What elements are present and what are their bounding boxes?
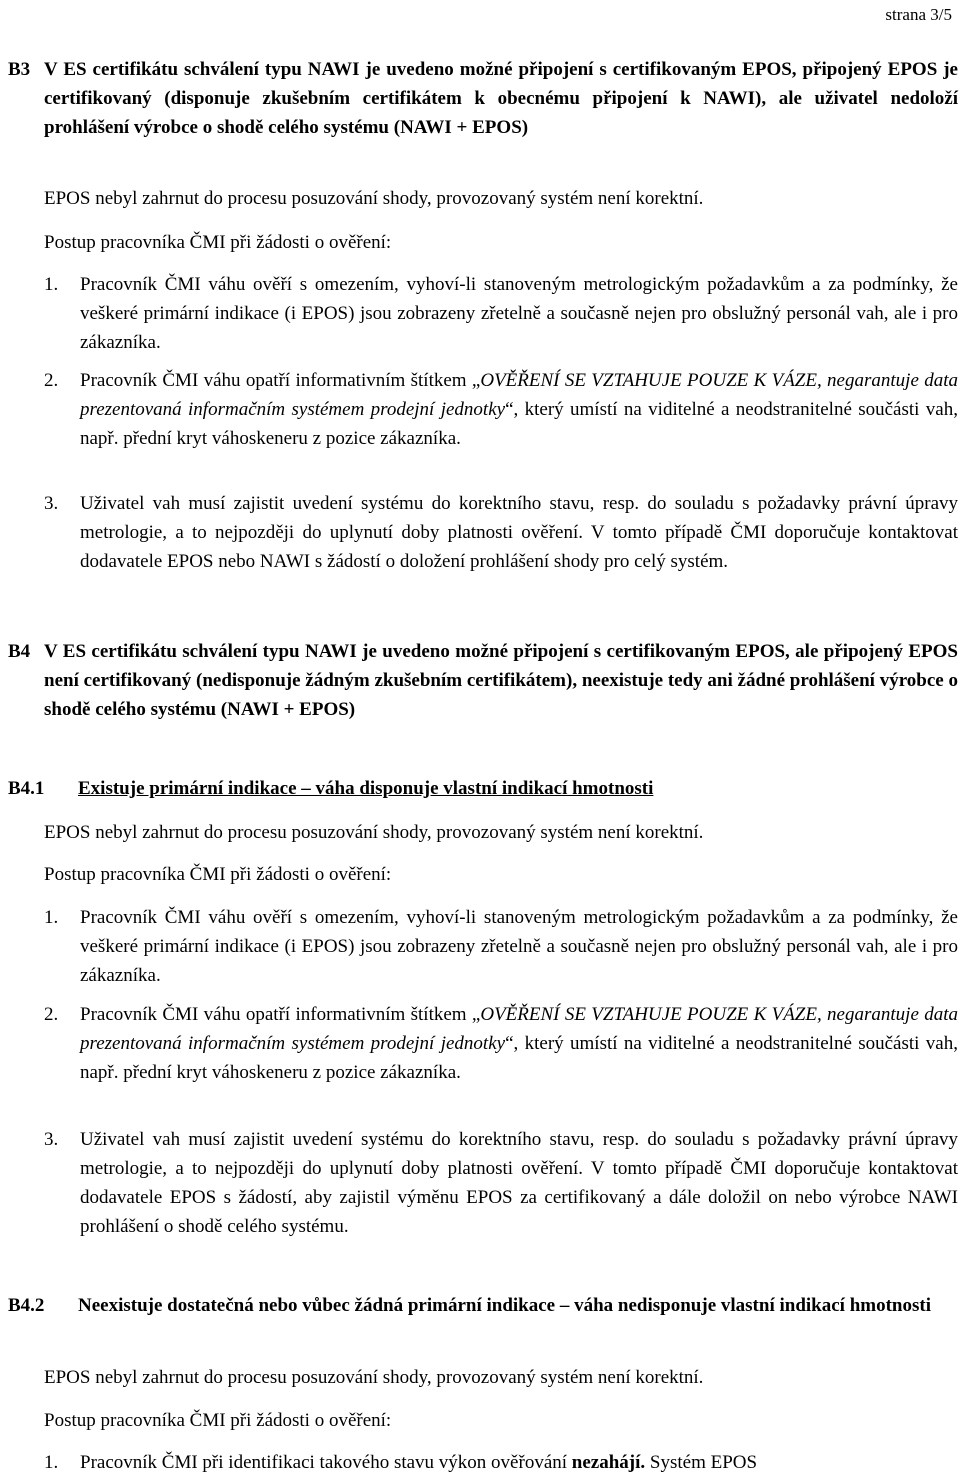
b42-list-item-1 (44, 1448, 958, 1477)
list-text-pre: Pracovník ČMI při identifikaci takového stavu výkon ověřování (80, 1452, 572, 1473)
list-text-pre: Pracovník ČMI váhu opatří informativním štítkem „ (80, 370, 481, 391)
list-number: 1. (44, 1452, 59, 1473)
list-text-post: Systém EPOS (645, 1452, 758, 1473)
b41-list-item-1 (44, 903, 958, 990)
section-b3-title: V ES certifikátu schválení typu NAWI je uvedeno možné připojení s certifikovaným EPOS, připojený EPOS je certifikovaný (disponuje zkušebním certifikátem k obecnému připojení k NAWI), ale uživatel nedoloží prohlášení výrobce o shodě celého systému (NAWI + EPOS) (44, 59, 958, 138)
section-b42-note: EPOS nebyl zahrnut do procesu posuzování shody, provozovaný systém není korektní. (44, 1367, 704, 1388)
section-b4-code: B4 (8, 641, 31, 662)
section-b41-note: EPOS nebyl zahrnut do procesu posuzování shody, provozovaný systém není korektní. (44, 822, 704, 843)
list-text-post: “, který umístí na viditelné a neodstranitelné součásti vah, např. přední kryt váhoskeneru z pozice zákazníka. (80, 1033, 958, 1083)
section-b3-procedure-label: Postup pracovníka ČMI při žádosti o ověření: (44, 232, 392, 253)
section-b41-title (78, 774, 958, 803)
section-b42-code: B4.2 (8, 1295, 45, 1316)
list-number: 2. (44, 1004, 59, 1025)
section-b4-title: V ES certifikátu schválení typu NAWI je uvedeno možné připojení s certifikovaným EPOS, ale připojený EPOS není certifikovaný (nedisponuje žádným zkušebním certifikátem), neexistuje tedy ani žádné prohlášení výrobce o shodě celého systému (NAWI + EPOS) (44, 641, 958, 720)
list-number: 1. (44, 274, 59, 295)
section-b3-note: EPOS nebyl zahrnut do procesu posuzování shody, provozovaný systém není korektní. (44, 188, 704, 209)
list-text-pre: Pracovník ČMI váhu opatří informativním štítkem „ (80, 1004, 481, 1025)
section-b42-procedure-label: Postup pracovníka ČMI při žádosti o ověření: (44, 1410, 392, 1431)
section-b41-procedure-label: Postup pracovníka ČMI při žádosti o ověření: (44, 864, 392, 885)
list-number: 3. (44, 493, 59, 514)
section-b42-title: Neexistuje dostatečná nebo vůbec žádná primární indikace – váha nedisponuje vlastní indikací hmotnosti (78, 1295, 931, 1316)
b41-list-item-2 (44, 1000, 958, 1087)
list-number: 3. (44, 1129, 59, 1150)
list-text (80, 366, 958, 453)
section-b41-title-text: Existuje primární indikace – váha disponuje vlastní indikací hmotnosti (78, 778, 654, 799)
list-text: Pracovník ČMI váhu ověří s omezením, vyhoví-li stanoveným metrologickým požadavkům a za podmínky, že veškeré primární indikace (i EPOS) jsou zobrazeny zřetelně a současně nejen pro obslužný personál vah, ale i pro zákazníka. (80, 907, 958, 986)
section-b41-code: B4.1 (8, 778, 45, 799)
b3-list-item-3 (44, 489, 958, 576)
label-quote: OVĚŘENÍ SE VZTAHUJE POUZE K VÁZE, negarantuje data prezentovaná informačním systémem prodejní jednotky (80, 370, 958, 420)
list-text (80, 1448, 958, 1477)
list-text: Pracovník ČMI váhu ověří s omezením, vyhoví-li stanoveným metrologickým požadavkům a za podmínky, že veškeré primární indikace (i EPOS) jsou zobrazeny zřetelně a současně nejen pro obslužný personál vah, ale i pro zákazníka. (80, 274, 958, 353)
section-b3-code: B3 (8, 59, 31, 80)
page-number: strana 3/5 (885, 5, 952, 24)
list-text: Uživatel vah musí zajistit uvedení systému do korektního stavu, resp. do souladu s požadavky právní úpravy metrologie, a to nejpozději do uplynutí doby platnosti ověření. V tomto případě ČMI doporučuje kontaktovat dodavatele EPOS nebo NAWI s žádostí o doložení prohlášení shody pro celý systém. (80, 493, 958, 572)
list-number: 1. (44, 907, 59, 928)
list-text-bold: nezahájí. (571, 1452, 646, 1473)
b3-list-item-2 (44, 366, 958, 453)
b3-list-item-1 (44, 270, 958, 357)
list-text-post: “, který umístí na viditelné a neodstranitelné součásti vah, např. přední kryt váhoskeneru z pozice zákazníka. (80, 399, 958, 449)
label-quote: OVĚŘENÍ SE VZTAHUJE POUZE K VÁZE, negarantuje data prezentovaná informačním systémem prodejní jednotky (80, 1004, 958, 1054)
b41-list-item-3 (44, 1125, 958, 1241)
list-number: 2. (44, 370, 59, 391)
list-text: Uživatel vah musí zajistit uvedení systému do korektního stavu, resp. do souladu s požadavky právní úpravy metrologie, a to nejpozději do uplynutí doby platnosti ověření. V tomto případě ČMI doporučuje kontaktovat dodavatele EPOS s žádostí, aby zajistil výměnu EPOS za certifikovaný a dále doložil on nebo výrobce NAWI prohlášení o shodě celého systému. (80, 1129, 958, 1237)
list-text (80, 1000, 958, 1087)
